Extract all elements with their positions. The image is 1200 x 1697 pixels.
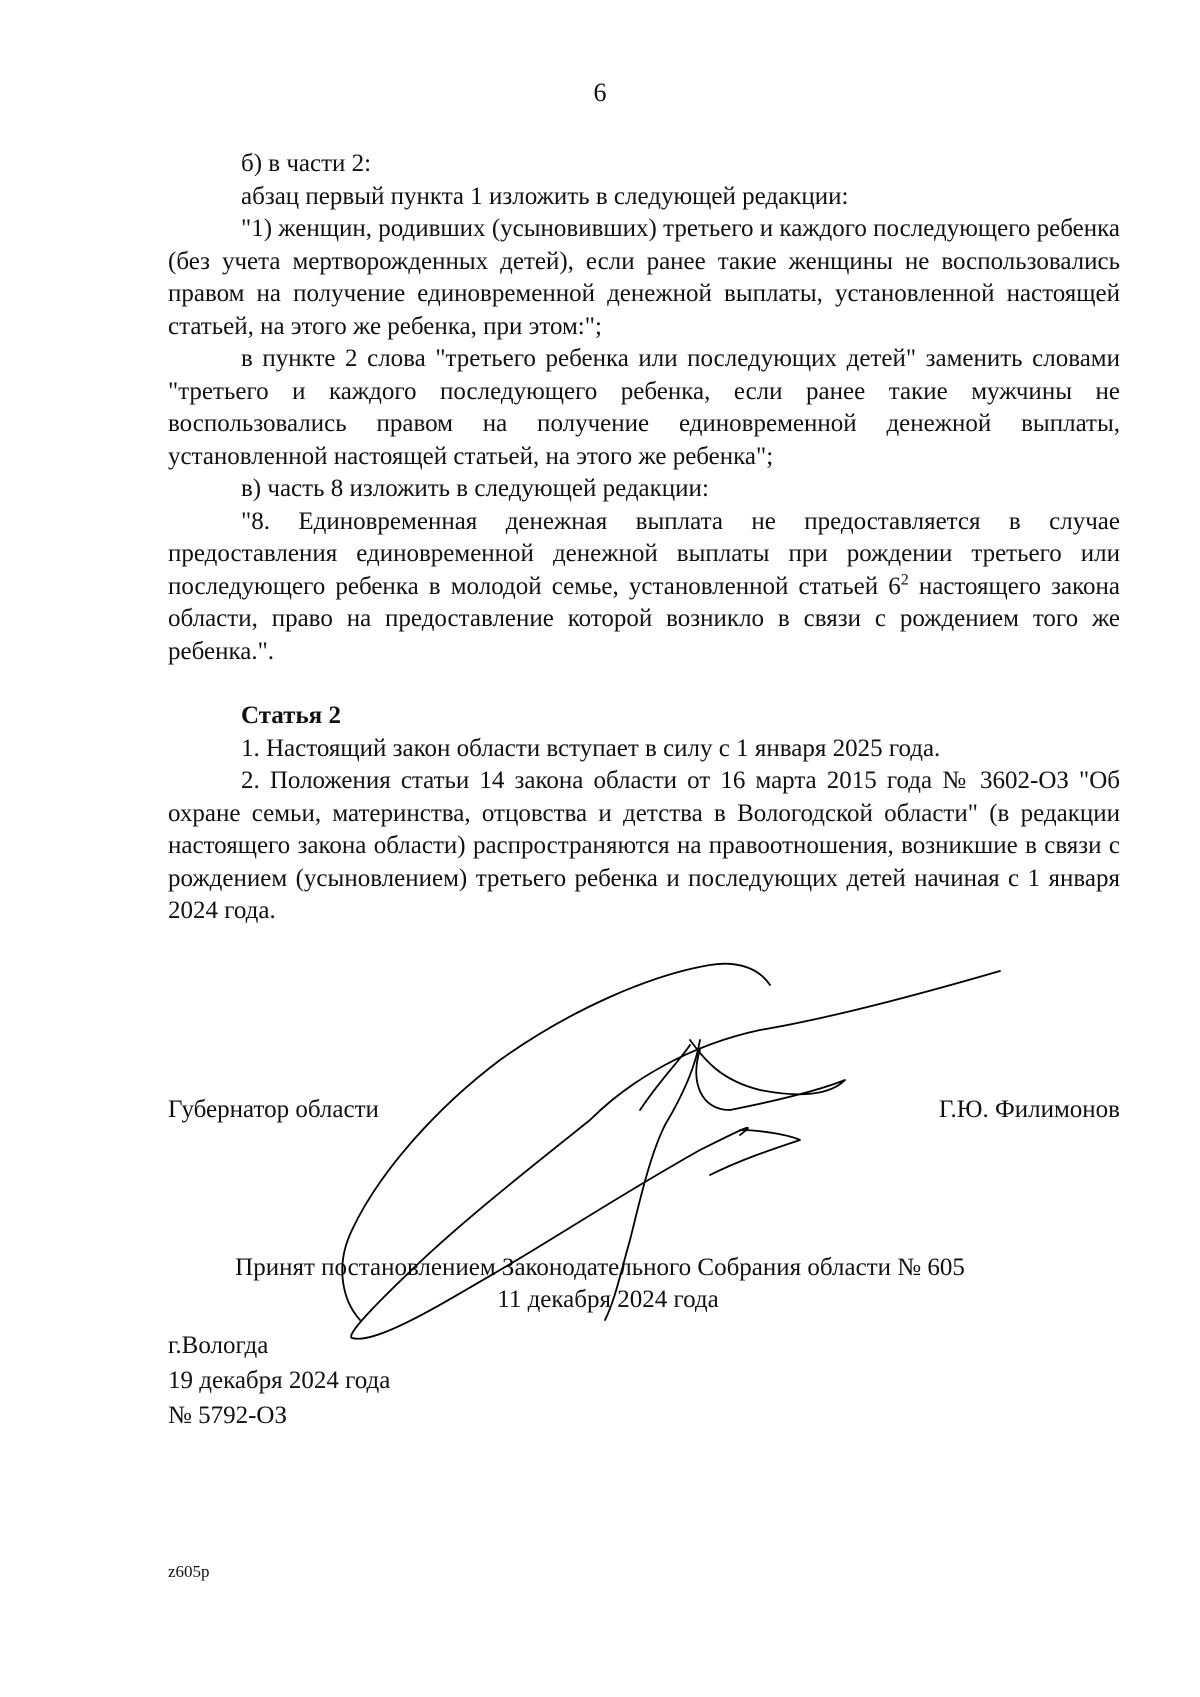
article-2-item-1: 1. Настоящий закон области вступает в силу с 1 января 2025 года.: [241, 734, 941, 762]
document-code: z605p: [168, 1562, 210, 1581]
place-date-number: [168, 1328, 390, 1433]
paragraph-b: б) в части 2:: [241, 150, 372, 177]
paragraph-v: в) часть 8 изложить в следующей редакции:: [241, 475, 709, 502]
law-number: № 5792-ОЗ: [168, 1402, 288, 1429]
article-2-item-2: 2. Положения статьи 14 закона области от 16 марта 2015 года № 3602-ОЗ "Об охране семьи, материнства, отцовства и детства в Вологодской области" (в редакции настоящего закона области) распространяются на правоотношения, возникшие в связи с рождением (усыновлением) третьего ребенка и последующих детей начиная с 1 января 2024 года.: [168, 767, 1120, 924]
adoption-line-1: Принят постановлением Законодательного Собрания области № 605: [235, 1254, 965, 1281]
part-8-text-end: настоящего закона области, право на предоставление которой возникло в связи с рождением того же ребенка.".: [168, 572, 1120, 665]
signing-date: 19 декабря 2024 года: [168, 1367, 391, 1394]
part-8-text-start: "8. Единовременная денежная выплата не предоставляется в случае предоставления единовременной денежной выплаты при рождении третьего или последующего ребенка в молодой семье, установленной статьей 6: [168, 507, 1120, 600]
governor-title: Губернатор области: [168, 1096, 379, 1123]
document-body: [168, 148, 1120, 928]
paragraph-part-8: [168, 506, 1120, 669]
signature-block: [168, 1096, 1120, 1136]
paragraph-point-2: в пункте 2 слова "третьего ребенка или последующих детей" заменить словами "третьего и каждого последующего ребенка, если ранее такие мужчины не воспользовались правом на получение единовременной денежной выплаты, установленной настоящей статьей, на этого же ребенка";: [168, 345, 1120, 470]
article-2-heading: Статья 2: [241, 702, 341, 729]
paragraph-point-1: "1) женщин, родивших (усыновивших) третьего и каждого последующего ребенка (без учета мертворожденных детей), если ранее такие женщины не воспользовались правом на получение единовременной денежной выплаты, установленной настоящей статьей, на этого же ребенка, при этом:";: [168, 215, 1120, 340]
adoption-note: [0, 1252, 1200, 1316]
paragraph-abzac: абзац первый пункта 1 изложить в следующей редакции:: [241, 182, 849, 210]
part-8-superscript: 2: [900, 571, 909, 589]
adoption-line-2: 11 декабря 2024 года: [497, 1286, 719, 1313]
city: г.Вологда: [168, 1332, 269, 1359]
governor-name: Г.Ю. Филимонов: [938, 1096, 1120, 1123]
page-number: 6: [593, 78, 607, 107]
